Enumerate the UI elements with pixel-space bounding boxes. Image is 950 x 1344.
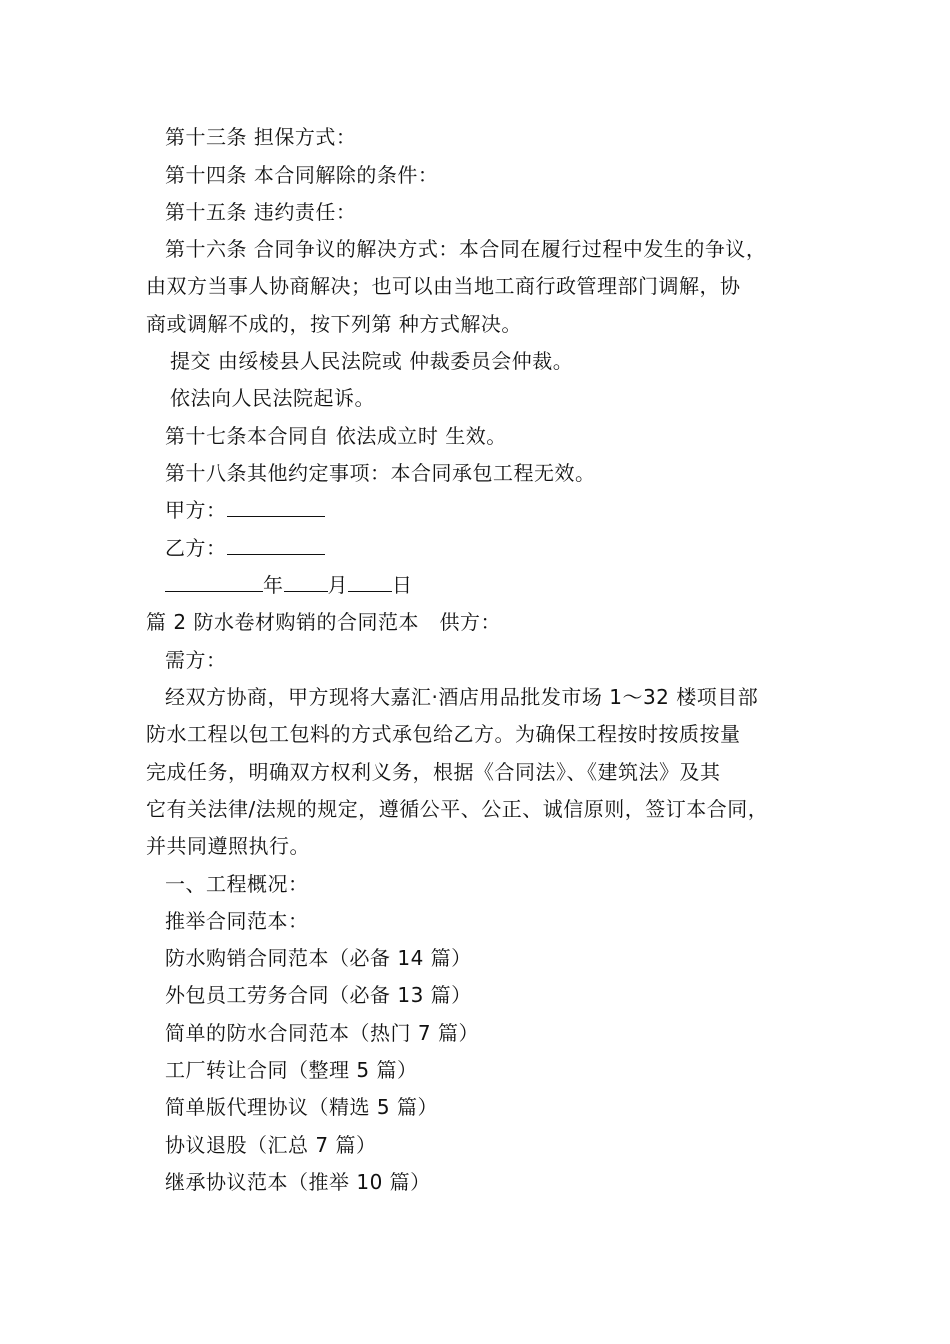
party-a-blank — [227, 498, 325, 517]
option-court: 依法向人民法院起诉。 — [170, 386, 375, 410]
intro-line-4: 它有关法律/法规的规定，遵循公平、公正、诚信原则，签订本合同， — [146, 797, 769, 821]
party-b-blank — [227, 536, 325, 555]
intro-line-5: 并共同遵照执行。 — [146, 834, 310, 858]
clause-16-line-2: 由双方当事人协商解决；也可以由当地工商行政管理部门调解，协 — [146, 274, 741, 298]
signing-date — [165, 572, 413, 598]
intro-line-1: 经双方协商，甲方现将大嘉汇·酒店用品批发市场 1～32 楼项目部 — [165, 685, 759, 709]
year-label: 年 — [263, 573, 284, 597]
recommended-link-6[interactable]: 协议退股（汇总 7 篇） — [165, 1133, 377, 1157]
clause-17: 第十七条本合同自 依法成立时 生效。 — [165, 424, 507, 448]
recommended-link-2[interactable]: 外包员工劳务合同（必备 13 篇） — [165, 983, 472, 1007]
intro-line-2: 防水工程以包工包料的方式承包给乙方。为确保工程按时按质按量 — [146, 722, 741, 746]
party-b-label: 乙方： — [165, 536, 227, 560]
month-label: 月 — [327, 573, 348, 597]
party-a-signature — [165, 497, 325, 523]
recommended-link-4[interactable]: 工厂转让合同（整理 5 篇） — [165, 1058, 418, 1082]
project-overview-heading: 一、工程概况： — [165, 872, 309, 896]
month-blank — [284, 573, 328, 592]
clause-15: 第十五条 违约责任： — [165, 200, 357, 224]
buyer-label: 需方： — [165, 648, 227, 672]
clause-13: 第十三条 担保方式： — [165, 125, 357, 149]
day-blank — [348, 573, 392, 592]
clause-16-line-1: 第十六条 合同争议的解决方式：本合同在履行过程中发生的争议， — [165, 237, 767, 261]
year-blank — [165, 573, 263, 592]
party-a-label: 甲方： — [165, 498, 227, 522]
clause-14: 第十四条 本合同解除的条件： — [165, 163, 439, 187]
clause-16-line-3: 商或调解不成的，按下列第 种方式解决。 — [146, 312, 522, 336]
clause-18: 第十八条其他约定事项：本合同承包工程无效。 — [165, 461, 596, 485]
recommended-link-7[interactable]: 继承协议范本（推举 10 篇） — [165, 1170, 431, 1194]
section-heading-part-2: 篇 2 防水卷材购销的合同范本 供方： — [146, 610, 501, 634]
day-label: 日 — [392, 573, 413, 597]
recommended-link-5[interactable]: 简单版代理协议（精选 5 篇） — [165, 1095, 438, 1119]
recommended-link-3[interactable]: 简单的防水合同范本（热门 7 篇） — [165, 1021, 479, 1045]
party-b-signature — [165, 535, 325, 561]
intro-line-3: 完成任务，明确双方权利义务，根据《合同法》、《建筑法》及其 — [146, 760, 721, 784]
recommended-link-1[interactable]: 防水购销合同范本（必备 14 篇） — [165, 946, 472, 970]
recommended-heading: 推举合同范本： — [165, 909, 309, 933]
option-arbitration: 提交 由绥棱县人民法院或 仲裁委员会仲裁。 — [170, 349, 574, 373]
